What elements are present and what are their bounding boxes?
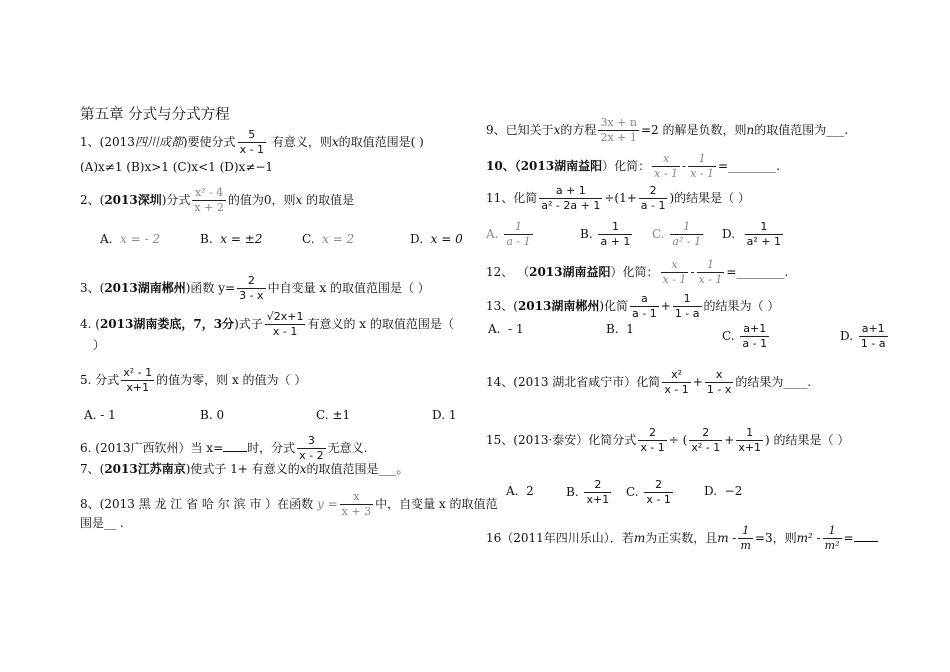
q4-tail: ） <box>93 338 106 352</box>
q6-fraction: $\frac{3}{x - 2}$ <box>299 434 324 462</box>
q15-fraction-3: $\frac{1}{x+1}$ <box>738 426 762 454</box>
q15-option-c: C. $\frac{2}{x - 1}$ <box>626 478 671 506</box>
q5-option-a: A. - 1 <box>84 408 116 422</box>
q12-fraction-2: $\frac{1}{x - 1}$ <box>698 258 723 286</box>
q5-fraction: $\frac{\text{x² - 1}}{x+1}$ <box>123 366 153 394</box>
q16-fraction-1: $\frac{1}{m}$ <box>740 524 751 552</box>
q2-source: 2013深圳 <box>104 193 162 207</box>
question-12: 12、 （2013湖南益阳）化简： $\frac{x}{x - 1}$ - $\frac{1}{x - 1}$ =________. <box>486 258 789 286</box>
q3-source: 2013湖南郴州 <box>104 281 186 295</box>
question-7: 7、(2013江苏南京)使式子 1+ 有意义的x的取值范围是___。 <box>80 462 409 476</box>
q9-fraction: $\frac{3x + n}{2x + 1}$ <box>600 116 637 144</box>
q8-line2: 围是__ . <box>80 516 124 530</box>
q2-option-c: C. x = 2 <box>302 232 355 246</box>
q2-fraction: $\frac{\text{x² - 4}}{x + 2}$ <box>194 186 224 214</box>
question-10: 10、（2013湖南益阳）化简： $\frac{x}{x - 1}$ - $\frac{1}{x - 1}$ =________. <box>486 152 780 180</box>
q11-option-d: D. $\frac{1}{\text{a² + 1}}$ <box>722 220 782 248</box>
q2-option-a: A. x = - 2 <box>100 232 161 246</box>
q16-blank <box>854 530 878 542</box>
q13-fraction-1: $\frac{a}{a - 1}$ <box>632 292 657 320</box>
q11-option-a: A. $\frac{1}{a - 1}$ <box>486 220 531 248</box>
q3-fraction: $\frac{2}{3 - x}$ <box>239 274 264 302</box>
question-3: 3、(2013湖南郴州)函数 y= $\frac{2}{3 - x}$ 中自变量 x 的取值范围是（ ） <box>80 274 430 302</box>
q5-option-b: B. 0 <box>200 408 225 422</box>
q15-option-b: B. $\frac{2}{x+1}$ <box>566 478 610 506</box>
question-8: 8、(2013 黑 龙 江 省 哈 尔 滨 市 ）在函数 y = $\frac{x}{x + 3}$ 中，自变量 x 的取值范 <box>80 490 498 518</box>
q4-fraction: $\frac{√2x+1}{x - 1}$ <box>266 310 304 338</box>
q8-fraction: $\frac{x}{x + 3}$ <box>341 490 372 518</box>
question-15: 15、(2013·泰安）化简分式 $\frac{2}{x - 1}$ ÷ ( $\frac{2}{\text{x² - 1}}$ + $\frac{1}{x+1}$ ) 的结果是（ ） <box>486 426 850 454</box>
q15-option-d: D. −2 <box>704 484 743 498</box>
q10-fraction-1: $\frac{x}{x - 1}$ <box>654 152 679 180</box>
q5-option-d: D. 1 <box>432 408 457 422</box>
q11-option-b: B. $\frac{1}{a + 1}$ <box>580 220 631 248</box>
q2-option-b: B. x = ±2 <box>200 232 263 246</box>
q1-prefix: 1、(2013 <box>80 135 135 149</box>
q11-fraction-1: $\frac{a + 1}{\text{a² - 2a + 1}}$ <box>541 184 601 212</box>
question-6: 6. (2013广西钦州）当 x= 时，分式 $\frac{3}{x - 2}$ 无意义. <box>80 434 368 462</box>
q14-fraction-2: $\frac{x}{1 - x}$ <box>706 368 732 396</box>
q13-option-a: A. - 1 <box>488 322 524 336</box>
q4-source: 2013湖南娄底，7，3分 <box>99 317 235 331</box>
q1-fraction: $\frac{5}{x - 1}$ <box>239 128 265 156</box>
q12-fraction-1: $\frac{x}{x - 1}$ <box>662 258 687 286</box>
q10-fraction-2: $\frac{1}{x - 1}$ <box>690 152 715 180</box>
q13-option-c: C. $\frac{a+1}{a - 1}$ <box>722 322 768 350</box>
question-9: 9、已知关于x的方程 $\frac{3x + n}{2x + 1}$ =2 的解是负数，则n的取值范围为___. <box>486 116 849 144</box>
q13-option-d: D. $\frac{a+1}{1 - a}$ <box>840 322 886 350</box>
q1-text: )要使分式 <box>182 135 236 149</box>
q11-fraction-2: $\frac{2}{a - 1}$ <box>640 184 666 212</box>
question-13: 13、(2013湖南郴州)化简 $\frac{a}{a - 1}$ + $\frac{1}{1 - a}$ 的结果为（ ） <box>486 292 780 320</box>
q10-source: 2013湖南益阳 <box>520 159 603 173</box>
q7-source: 2013江苏南京 <box>104 462 186 476</box>
q15-fraction-1: $\frac{2}{x - 1}$ <box>640 426 665 454</box>
question-16: 16（2011年四川乐山）．若m为正实数，且m - $\frac{1}{m}$ =3，则m² - $\frac{1}{\text{m²}}$ = <box>486 524 878 553</box>
question-11: 11、化简 $\frac{a + 1}{\text{a² - 2a + 1}}$ ÷(1+ $\frac{2}{a - 1}$ )的结果是（ ） <box>486 184 750 212</box>
question-5: 5. 分式 $\frac{\text{x² - 1}}{x+1}$ 的值为零，则 x 的值为（ ） <box>80 366 307 394</box>
q1-options: (A)x≠1 (B)x>1 (C)x<1 (D)x≠−1 <box>80 160 274 174</box>
q15-option-a: A. 2 <box>506 484 534 498</box>
page-title: 第五章 分式与分式方程 <box>80 107 230 123</box>
q6-blank <box>223 440 247 452</box>
q13-option-b: B. 1 <box>606 322 634 336</box>
q16-fraction-2: $\frac{1}{\text{m²}}$ <box>824 524 840 552</box>
question-2: 2、(2013深圳)分式 $\frac{\text{x² - 4}}{x + 2}$ 的值为0，则x 的取值是 <box>80 186 355 214</box>
question-14: 14、(2013 湖北省咸宁市）化简 $\frac{\text{x²}}{x - 1}$ + $\frac{x}{1 - x}$ 的结果为____. <box>486 368 812 396</box>
q5-option-c: C. ±1 <box>316 408 351 422</box>
q15-fraction-2: $\frac{2}{\text{x² - 1}}$ <box>691 426 721 454</box>
q13-source: 2013湖南郴州 <box>517 299 600 313</box>
question-1: 1、(2013四川成都)要使分式 $\frac{5}{x - 1}$ 有意义，则x的取值范围是( ) <box>80 128 424 156</box>
question-4: 4. (2013湖南娄底，7，3分)式子 $\frac{√2x+1}{x - 1}$ 有意义的 x 的取值范围是（ <box>80 310 454 338</box>
q13-fraction-2: $\frac{1}{1 - a}$ <box>674 292 700 320</box>
q11-option-c: C. $\frac{1}{\text{a² - 1}}$ <box>652 220 702 248</box>
q12-source: 2013湖南益阳 <box>529 265 611 279</box>
q1-source: 四川成都 <box>134 135 183 149</box>
q2-option-d: D. x = 0 <box>410 232 463 246</box>
q14-fraction-1: $\frac{\text{x²}}{x - 1}$ <box>664 368 689 396</box>
